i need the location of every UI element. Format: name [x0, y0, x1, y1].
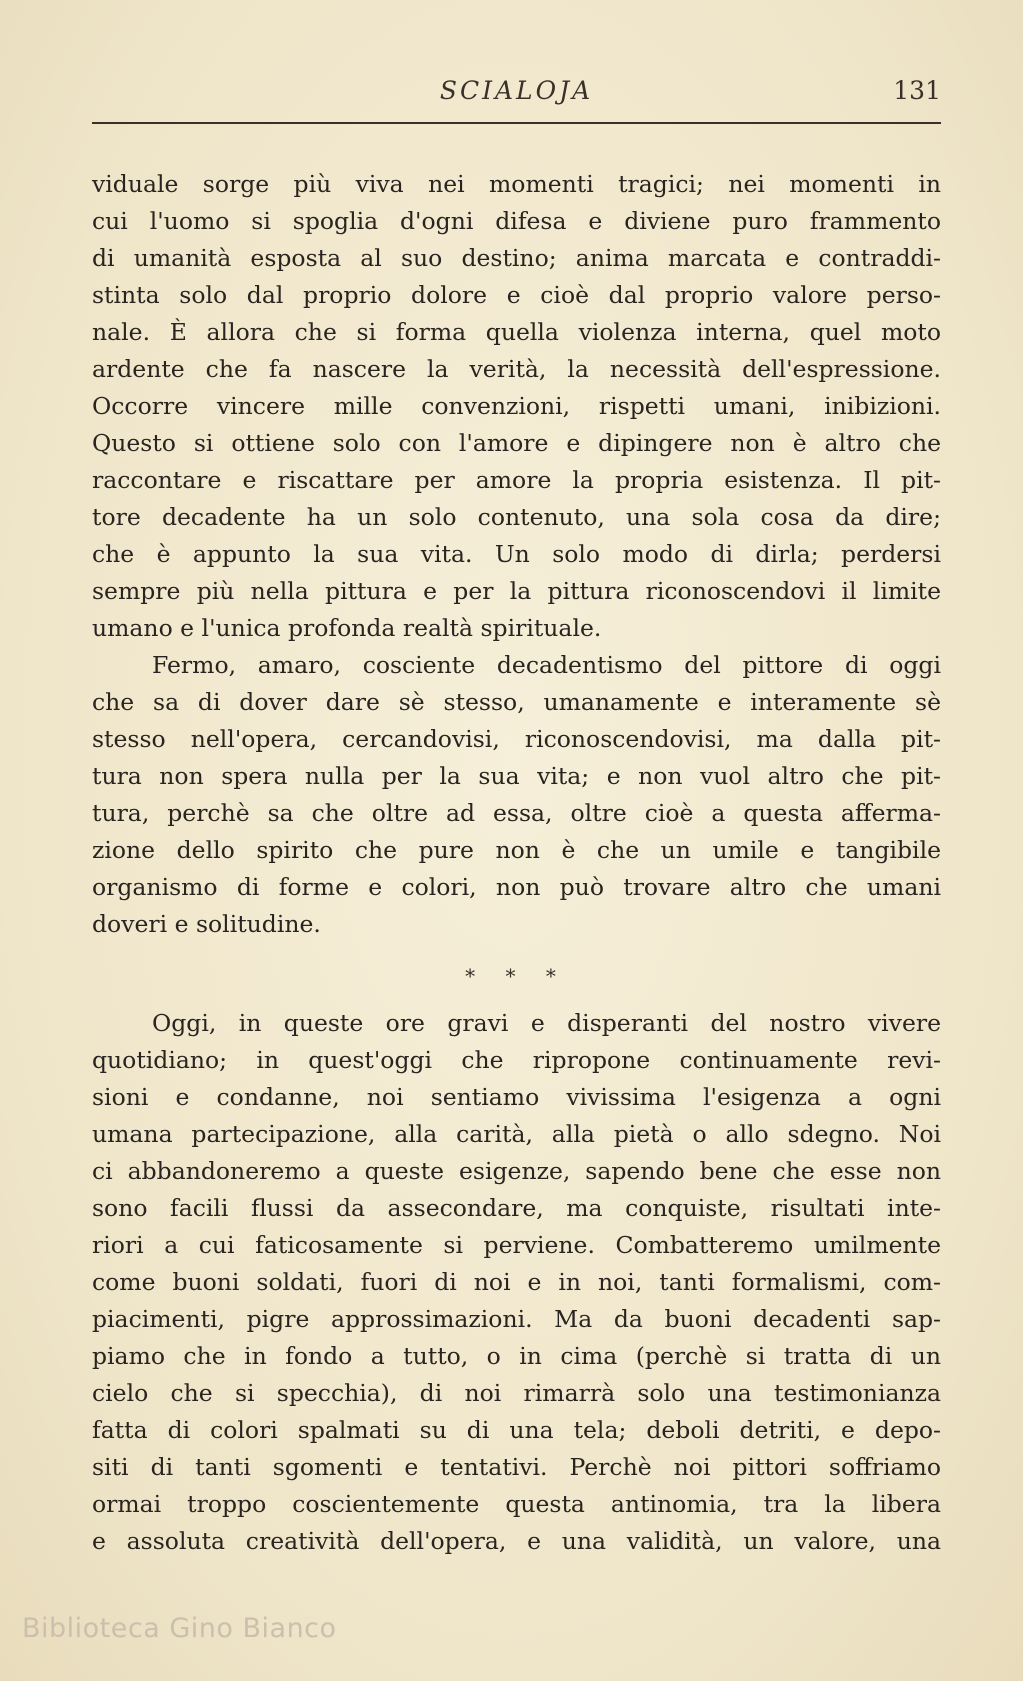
body-text	[92, 166, 941, 1560]
text-line: di umanità esposta al suo destino; anima marcata e contraddi-	[92, 244, 941, 272]
text-line: stinta solo dal proprio dolore e cioè dal proprio valore perso-	[92, 281, 941, 309]
text-line: organismo di forme e colori, non può trovare altro che umani	[92, 873, 941, 901]
header-rule	[92, 122, 941, 124]
text-line: fatta di colori spalmati su di una tela; deboli detriti, e depo-	[92, 1416, 941, 1444]
text-line: cui l'uomo si spoglia d'ogni difesa e diviene puro frammento	[92, 207, 941, 235]
text-line: Questo si ottiene solo con l'amore e dipingere non è altro che	[92, 429, 941, 457]
text-line: tura, perchè sa che oltre ad essa, oltre cioè a questa afferma-	[92, 799, 941, 827]
paragraph-1	[92, 166, 941, 647]
library-watermark: Biblioteca Gino Bianco	[22, 1613, 337, 1644]
text-line: viduale sorge più viva nei momenti tragici; nei momenti in	[92, 170, 941, 198]
text-line: che sa di dover dare sè stesso, umanamente e interamente sè	[92, 688, 941, 716]
running-head: SCIALOJA	[439, 76, 594, 105]
text-line: raccontare e riscattare per amore la propria esistenza. Il pit-	[92, 466, 941, 494]
paragraph-2	[92, 647, 941, 943]
text-line: che è appunto la sua vita. Un solo modo di dirla; perdersi	[92, 540, 941, 568]
text-line: ardente che fa nascere la verità, la necessità dell'espressione.	[92, 355, 941, 383]
text-line: e assoluta creatività dell'opera, e una validità, un valore, una	[92, 1527, 941, 1555]
text-line: sioni e condanne, noi sentiamo vivissima l'esigenza a ogni	[92, 1083, 941, 1111]
section-break-asterism: * * *	[465, 964, 568, 988]
text-line: zione dello spirito che pure non è che un umile e tangibile	[92, 836, 941, 864]
text-line: come buoni soldati, fuori di noi e in noi, tanti formalismi, com-	[92, 1268, 941, 1296]
text-line: stesso nell'opera, cercandovisi, riconoscendovisi, ma dalla pit-	[92, 725, 941, 753]
page-header	[92, 72, 941, 116]
text-line: Fermo, amaro, cosciente decadentismo del pittore di oggi	[152, 651, 941, 679]
text-line: piamo che in fondo a tutto, o in cima (perchè si tratta di un	[92, 1342, 941, 1370]
text-line: quotidiano; in quest'oggi che ripropone continuamente revi-	[92, 1046, 941, 1074]
text-line: riori a cui faticosamente si perviene. Combatteremo umilmente	[92, 1231, 941, 1259]
text-line: umana partecipazione, alla carità, alla pietà o allo sdegno. Noi	[92, 1120, 941, 1148]
text-line: doveri e solitudine.	[92, 910, 321, 938]
text-line: Occorre vincere mille convenzioni, rispetti umani, inibizioni.	[92, 392, 941, 420]
text-line: cielo che si specchia), di noi rimarrà solo una testimonianza	[92, 1379, 941, 1407]
text-line: Oggi, in queste ore gravi e disperanti del nostro vivere	[152, 1009, 941, 1037]
text-line: ci abbandoneremo a queste esigenze, sapendo bene che esse non	[92, 1157, 941, 1185]
paragraph-3	[92, 1005, 941, 1560]
text-line: piacimenti, pigre approssimazioni. Ma da buoni decadenti sap-	[92, 1305, 941, 1333]
text-line: nale. È allora che si forma quella violenza interna, quel moto	[92, 318, 941, 346]
text-line: sono facili flussi da assecondare, ma conquiste, risultati inte-	[92, 1194, 941, 1222]
page-number: 131	[893, 76, 941, 105]
text-line: ormai troppo coscientemente questa antinomia, tra la libera	[92, 1490, 941, 1518]
text-line: siti di tanti sgomenti e tentativi. Perchè noi pittori soffriamo	[92, 1453, 941, 1481]
text-line: umano e l'unica profonda realtà spirituale.	[92, 614, 602, 642]
text-line: tore decadente ha un solo contenuto, una sola cosa da dire;	[92, 503, 941, 531]
text-line: tura non spera nulla per la sua vita; e non vuol altro che pit-	[92, 762, 941, 790]
text-line: sempre più nella pittura e per la pittura riconoscendovi il limite	[92, 577, 941, 605]
